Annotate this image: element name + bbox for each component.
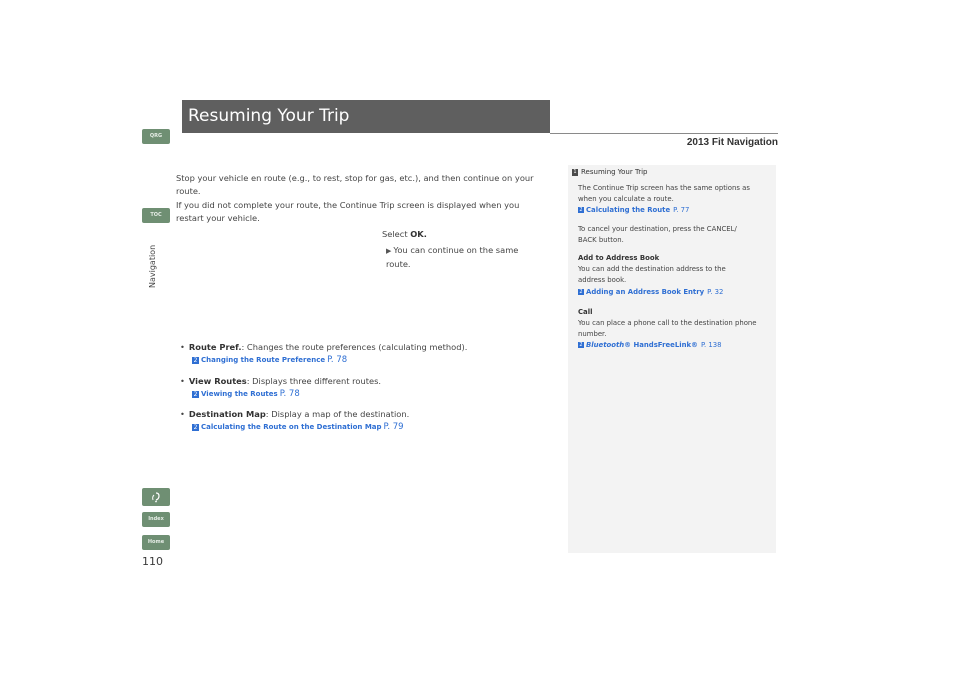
bullet-term: Route Pref. [188,342,242,352]
bullet-dot-icon: • [180,409,185,419]
ref-arrow-icon: 2 [193,423,198,431]
ref-page: P. 79 [383,422,404,432]
title-banner [182,100,550,133]
ref-arrow-icon: 2 [579,207,583,213]
ref-arrow-icon: 2 [193,390,198,398]
sidebar-ref-address-book[interactable] [578,288,723,296]
ref-page: P. 78 [279,389,300,399]
section-label: Navigation [148,244,157,288]
home-tab[interactable]: Home [142,535,170,550]
voice-command-tab[interactable] [142,488,170,506]
qrg-tab[interactable]: QRG [142,129,170,144]
sidebar-ref-handsfreelink[interactable] [578,341,722,349]
continue-trip-paragraph: If you did not complete your route, the Continue Trip screen is displayed when you restart your vehicle. [176,200,520,223]
ref-view-routes[interactable] [192,389,300,399]
header-rule [550,133,778,134]
sidebar-add-title: Add to Address Book [578,254,660,262]
page-number: 110 [142,555,163,568]
ref-arrow-icon: 2 [579,289,583,295]
bullet-desc: : Displays three different routes. [246,376,382,386]
toc-tab[interactable]: TOC [142,208,170,223]
voice-command-icon [151,491,161,503]
notes-sidebar [568,165,776,553]
bullet-route-pref [180,342,467,352]
ref-page: P. 32 [707,288,724,296]
index-tab[interactable]: Index [142,512,170,527]
ref-title: ® HandsFreeLink® [624,341,698,349]
ref-route-pref[interactable] [192,355,347,365]
ref-page: P. 78 [327,355,348,365]
ref-destination-map[interactable] [192,422,404,432]
sidebar-heading-text: Resuming Your Trip [581,168,648,176]
bullet-term: Destination Map [188,409,266,419]
ref-title: Viewing the Routes [201,390,278,398]
result-arrow-icon: ▶ [386,247,392,255]
ref-title: Changing the Route Preference [201,356,326,364]
ref-arrow-icon: 2 [193,356,198,364]
sidebar-heading [572,168,648,176]
intro-paragraph: Stop your vehicle en route (e.g., to rest, stop for gas, etc.), and then continue on your route. [176,173,534,196]
page-title: Resuming Your Trip [188,106,350,126]
ref-page: P. 138 [700,341,722,349]
sidebar-note-1: The Continue Trip screen has the same options as when you calculate a route. [578,184,750,203]
sidebar-ref-calculating[interactable] [578,206,689,214]
select-instruction [382,229,427,239]
note-number-icon: 1 [573,168,577,175]
bullet-dot-icon: • [180,376,185,386]
bullet-view-routes [180,376,381,386]
select-prefix: Select [382,229,411,239]
ref-title: Adding an Address Book Entry [586,288,705,296]
bullet-dot-icon: • [180,342,185,352]
bullet-destination-map [180,409,409,419]
ref-title: Calculating the Route on the Destination Map [201,423,382,431]
ref-title: Calculating the Route [586,206,671,214]
ref-arrow-icon: 2 [579,342,583,348]
ref-page: P. 77 [673,206,690,214]
bullet-term: View Routes [188,376,247,386]
sidebar-add-text: You can add the destination address to the address book. [578,265,726,284]
sidebar-call-title: Call [578,308,593,316]
sidebar-note-2: To cancel your destination, press the CANCEL/ BACK button. [578,225,737,244]
sidebar-call-text: You can place a phone call to the destination phone number. [578,319,757,338]
select-option: OK. [410,229,427,239]
bullet-desc: : Display a map of the destination. [265,409,410,419]
result-text [386,244,536,271]
manual-title: 2013 Fit Navigation [686,137,778,148]
ref-title-italic: Bluetooth [586,341,625,349]
result-label: You can continue on the same route. [386,245,519,269]
bullet-desc: : Changes the route preferences (calculating method). [241,342,468,352]
